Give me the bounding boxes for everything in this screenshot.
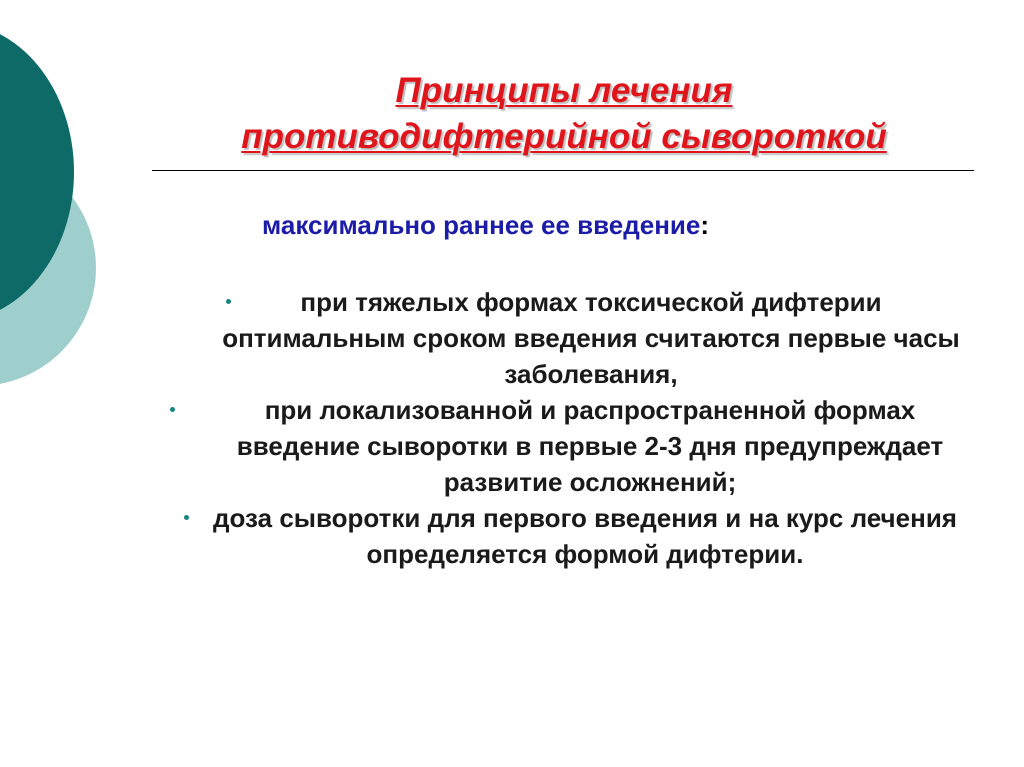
bullet-item: [150, 500, 980, 572]
subtitle-colon: :: [700, 210, 710, 240]
title-divider: [152, 170, 974, 171]
title-line-2: противодифтерийной сывороткой: [241, 117, 887, 156]
title-line-1: Принципы лечения: [395, 71, 733, 110]
bullet-dot-icon: [170, 407, 175, 412]
bullet-dot-icon: [226, 299, 231, 304]
subtitle-text: максимально раннее ее введение: [262, 210, 701, 240]
slide-title: [150, 68, 978, 160]
subtitle: [262, 207, 709, 243]
bullet-item: [150, 284, 980, 392]
bullet-text: при тяжелых формах токсической дифтерии оптимальным сроком введения считаются первые часы заболевания,: [222, 287, 960, 389]
bullet-item: [150, 392, 980, 500]
bullet-text: доза сыворотки для первого введения и на курс лечения определяется формой дифтерии.: [213, 503, 957, 569]
bullet-dot-icon: [184, 515, 189, 520]
bullet-text: при локализованной и распространенной формах введение сыворотки в первые 2-3 дня предупреждает развитие осложнений;: [236, 395, 944, 497]
bullet-list: [150, 284, 980, 572]
